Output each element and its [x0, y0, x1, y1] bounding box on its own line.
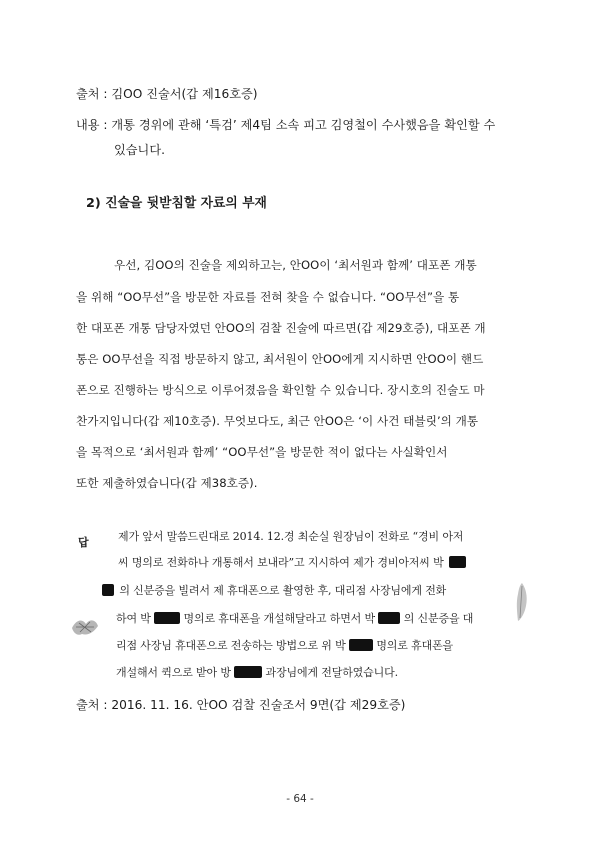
- page-number: - 64 -: [286, 793, 314, 805]
- quote-line-4: [116, 610, 473, 626]
- paragraph-line: 통은 OO무선을 직접 방문하지 않고, 최서원이 안OO에게 지시하면 안OO이 핸드: [76, 352, 484, 366]
- paragraph-line: 우선, 김OO의 진술을 제외하고는, 안OO이 ‘최서원과 함께’ 대포폰 개통: [114, 258, 477, 272]
- scan-artifact-icon: [70, 614, 100, 640]
- scan-artifact-icon: [514, 582, 530, 622]
- source-citation-1: 출처 : 김OO 진술서(갑 제16호증): [76, 87, 258, 101]
- redaction-block: [378, 612, 400, 624]
- redaction-block: [349, 639, 373, 651]
- quote-text: 의 신분증을 대: [403, 612, 474, 625]
- paragraph-line: 또한 제출하였습니다(갑 제38호증).: [76, 476, 258, 490]
- quote-text: 리점 사장님 휴대폰으로 전송하는 방법으로 위 박: [116, 639, 346, 652]
- paragraph-line: 을 위해 “OO무선”을 방문한 자료를 전혀 찾을 수 없습니다. “OO무선”을 통: [76, 290, 460, 304]
- quote-text: 하여 박: [116, 612, 151, 625]
- quote-text: 과장님에게 전달하였습니다.: [265, 666, 398, 679]
- redaction-block: [449, 556, 466, 568]
- content-note-line-1: 내용 : 개통 경위에 관해 ‘특검’ 제4팀 소속 피고 김영철이 수사했음을 확인할 수: [76, 118, 496, 132]
- quote-line-5: [116, 637, 453, 653]
- quote-line-6: [116, 664, 398, 680]
- redaction-block: [102, 584, 114, 596]
- quote-line-1: 제가 앞서 말씀드린대로 2014. 12.경 최순실 원장님이 전화로 “경비 아저: [118, 530, 464, 543]
- paragraph-line: 폰으로 진행하는 방식으로 이루어졌음을 확인할 수 있습니다. 장시호의 진술도 마: [76, 383, 485, 397]
- paragraph-line: 을 목적으로 ‘최서원과 함께’ “OO무선”을 방문한 적이 없다는 사실확인서: [76, 445, 448, 459]
- source-citation-2: 출처 : 2016. 11. 16. 안OO 검찰 진술조서 9면(갑 제29호증): [76, 698, 406, 712]
- answer-label: 답: [78, 536, 89, 549]
- paragraph-line: 찬가지입니다(갑 제10호증). 무엇보다도, 최근 안OO은 ‘이 사건 태블릿’의 개통: [76, 414, 479, 428]
- paragraph-line: 한 대포폰 개통 담당자였던 안OO의 검찰 진술에 따르면(갑 제29호증), 대포폰 개: [76, 321, 486, 335]
- redaction-block: [154, 612, 180, 624]
- quote-text: 명의로 휴대폰을: [376, 639, 454, 652]
- quote-text: 개설해서 퀵으로 받아 방: [116, 666, 231, 679]
- quote-text: 명의로 휴대폰을 개설해달라고 하면서 박: [183, 612, 375, 625]
- quote-text: 의 신분증을 빌려서 제 휴대폰으로 촬영한 후, 대리점 사장님에게 전화: [119, 584, 447, 597]
- quote-line-3: [102, 582, 446, 598]
- content-note-line-2: 있습니다.: [114, 143, 165, 157]
- section-title: 2) 진술을 뒷받침할 자료의 부재: [86, 196, 267, 211]
- quote-line-2: [118, 554, 466, 570]
- redaction-block: [234, 666, 262, 678]
- quote-text: 씨 명의로 전화하나 개통해서 보내라”고 지시하여 제가 경비아저씨 박: [118, 556, 444, 569]
